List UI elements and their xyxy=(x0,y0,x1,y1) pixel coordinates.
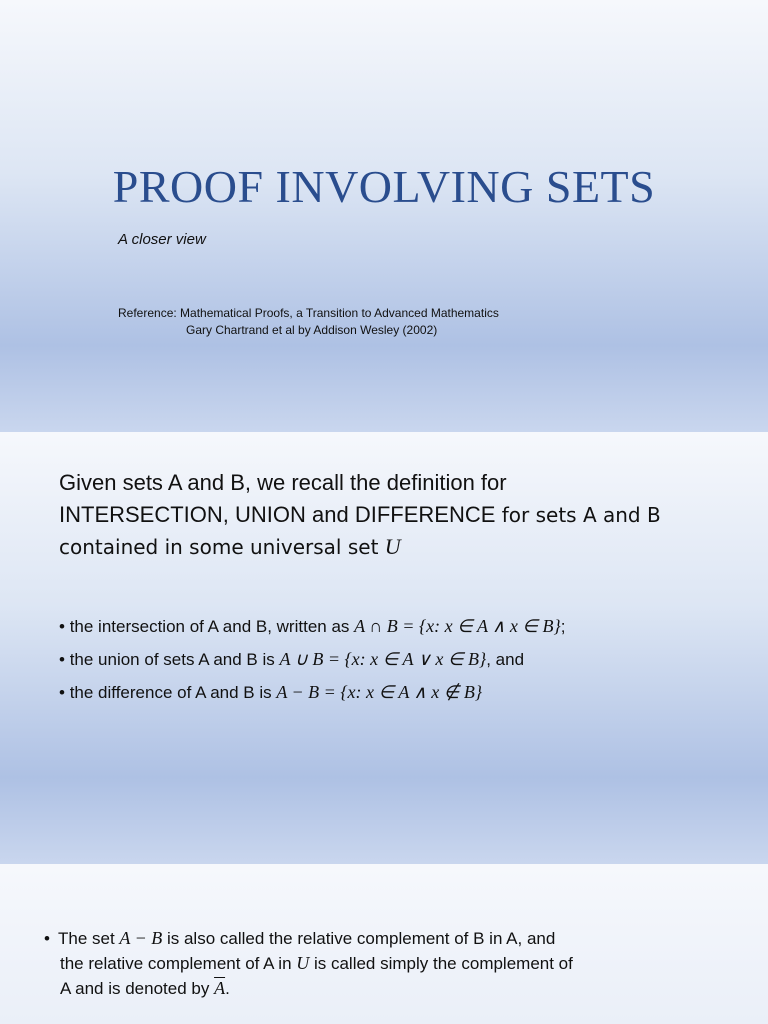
heading-part-1: Given sets A and B, we recall the definition for xyxy=(59,470,507,495)
slide-definitions xyxy=(0,432,768,864)
complement-list xyxy=(44,926,724,1001)
heading-math-u: U xyxy=(384,534,401,559)
slide-complement xyxy=(0,864,768,1024)
list-item: • the intersection of A and B, written as A ∩ B = {x: x ∈ A ∧ x ∈ B}; xyxy=(59,616,566,636)
math-a-minus-b: A − B xyxy=(119,928,163,948)
list-item: • the difference of A and B is A − B = {x: x ∈ A ∧ x ∉ B} xyxy=(59,682,483,702)
reference-line-1: Reference: Mathematical Proofs, a Transition to Advanced Mathematics xyxy=(118,306,499,320)
bullet-marker: • xyxy=(44,929,50,948)
slide-title xyxy=(0,0,768,432)
complement-line-3: A and is denoted by A. xyxy=(60,978,230,998)
complement-text-2: is also called the relative complement of B in A, and xyxy=(162,929,556,948)
reference xyxy=(118,305,499,339)
slide-title-heading: PROOF INVOLVING SETS xyxy=(112,161,656,212)
reference-line-2: Gary Chartrand et al by Addison Wesley (2002) xyxy=(186,323,438,337)
definitions-heading xyxy=(59,467,739,563)
heading-part-4: contained in some universal set xyxy=(59,535,385,559)
heading-part-2: INTERSECTION, UNION and DIFFERENCE xyxy=(59,502,496,527)
list-item: • the union of sets A and B is A ∪ B = {x: x ∈ A ∨ x ∈ B}, and xyxy=(59,649,525,669)
math-a-bar: A xyxy=(214,978,226,998)
definitions-list xyxy=(59,610,749,709)
slide-subtitle: A closer view xyxy=(118,231,206,248)
complement-line-2: the relative complement of A in U is called simply the complement of xyxy=(60,953,573,973)
complement-text-1: The set xyxy=(58,929,120,948)
heading-part-3: for sets A and B xyxy=(495,503,661,527)
